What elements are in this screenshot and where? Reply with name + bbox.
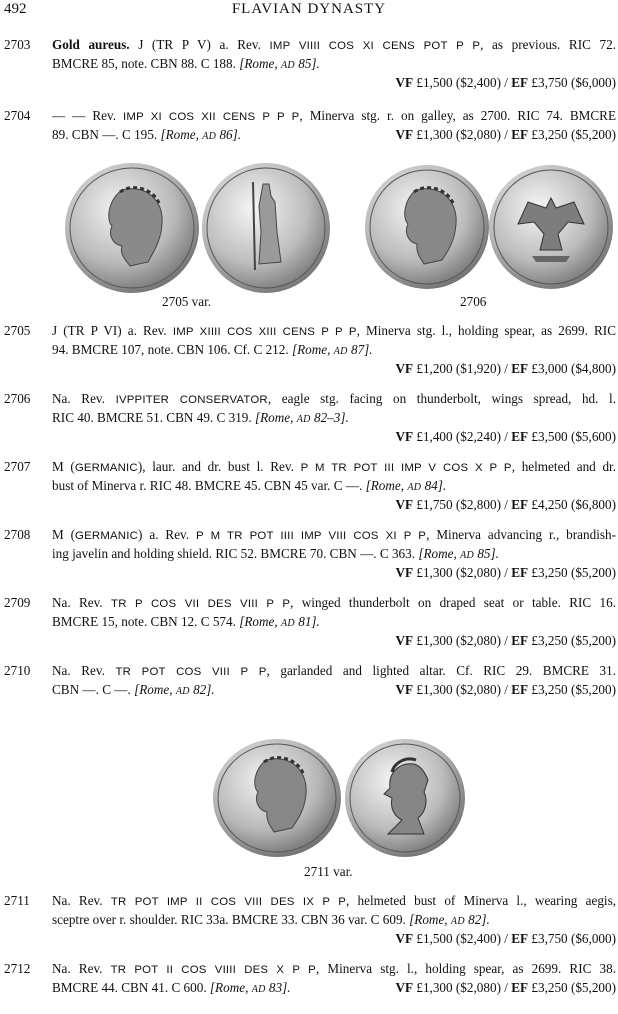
entry-body [52,390,616,445]
entry-text: , eagle stg. facing on thunderbolt, wings spread, hd. l. [267,391,617,406]
entry-line [52,892,616,911]
entry-line [52,526,616,545]
denomination: Gold aureus. [52,37,130,52]
entry-text: ) a. Rev. [138,527,196,542]
catalog-entry-2705 [4,322,616,374]
page-number: 492 [4,1,27,17]
entry-body [52,36,616,91]
catalog-entry-2709 [4,594,616,646]
entry-line [52,477,616,496]
entry-text: M ( [52,527,76,542]
entry-line [52,107,616,126]
catalog-entry-2707 [4,458,616,510]
entry-text: , garlanded and lighted altar. Cf. RIC 29. BMCRE 31. [266,663,617,678]
plate-caption-2711: 2711 var. [304,864,353,879]
obverse-legend: GERMANIC [74,462,138,474]
entry-body [52,458,616,513]
mint-date: [Rome, AD 86]. [160,127,242,142]
entry-number: 2709 [4,595,31,610]
entry-line [52,960,616,979]
entry-number: 2712 [4,961,31,976]
entry-text: CBN —. C —. [Rome, AD 82]. [52,682,215,697]
catalog-entry-2710 [4,662,616,698]
entry-number: 2710 [4,663,31,678]
entry-text: , Minerva stg. r. on galley, as 2700. RIC 74. BMCRE [299,108,617,123]
mint-date: [Rome, AD 85]. [418,546,499,561]
reverse-legend: P M TR POT IIII IMP VIII COS XI P P [196,530,427,542]
price-line: VF £1,200 ($1,920) / EF £3,000 ($4,800) [395,361,616,376]
price-line: VF £1,300 ($2,080) / EF £3,250 ($5,200) [395,980,616,995]
price-line: VF £1,400 ($2,240) / EF £3,500 ($5,600) [395,429,616,444]
mint-date: [Rome, AD 82]. [134,682,215,697]
entry-text: RIC 40. BMCRE 51. CBN 49. C 319. [52,410,255,425]
entry-line [52,911,616,930]
price-line [52,74,616,91]
reverse-legend: P M TR POT III IMP V COS X P P [300,462,512,474]
catalog-entry-2703 [4,36,616,88]
entry-text: , helmeted and dr. [511,459,616,474]
entry-text: M ( [52,459,75,474]
coin-2711-obverse [212,738,342,858]
reverse-legend: TR POT II COS VIIII DES X P P [110,964,316,976]
price-line: VF £1,500 ($2,400) / EF £3,750 ($6,000) [395,931,616,946]
coin-2706-reverse [488,164,614,290]
mint-date: [Rome, AD 87]. [291,342,373,357]
entry-line [52,409,616,428]
mint-date: [Rome, AD 82]. [409,912,490,927]
reverse-legend: IVPPITER CONSERVATOR [115,394,268,406]
entry-text: Na. Rev. [52,391,116,406]
price-line: VF £1,300 ($2,080) / EF £3,250 ($5,200) [395,127,616,142]
catalog-entry-2708 [4,526,616,578]
price-line: VF £1,300 ($2,080) / EF £3,250 ($5,200) [395,565,616,580]
entry-line [52,458,616,477]
entry-line [52,36,616,55]
entry-line [52,341,616,360]
catalog-entry-2706 [4,390,616,442]
page-header [0,0,618,22]
entry-text: , Minerva stg. l., holding spear, as 2699. RIC 38. [315,961,616,976]
coin-2706-obverse [364,164,490,290]
entry-text: , Minerva stg. l., holding spear, as 2699. RIC [356,323,616,338]
entry-text: bust of Minerva r. RIC 48. BMCRE 45. CBN 45 var. C —. [52,478,366,493]
entry-line [52,55,616,74]
coin-2711-reverse [344,738,466,858]
grade-ef: EF [511,75,529,90]
entry-number: 2703 [4,37,31,52]
plate-caption-2706: 2706 [460,294,487,309]
entry-text: Na. Rev. [52,595,112,610]
entry-line [52,613,616,632]
mint-date: [Rome, AD 83]. [209,980,291,995]
entry-body [52,892,616,947]
entry-text: BMCRE 85, note. CBN 88. C 188. [52,56,240,71]
entry-line [52,681,616,700]
entry-text: sceptre over r. shoulder. RIC 33a. BMCRE 33. CBN 36 var. C 609. [52,912,410,927]
obverse-legend: GERMANIC [75,530,139,542]
entry-text: J (TR P V) a. Rev. [129,37,270,52]
entry-text: Na. Rev. [52,663,116,678]
mint-date: [Rome, AD 84]. [365,478,447,493]
price-line: VF £1,300 ($2,080) / EF £3,250 ($5,200) [395,682,616,697]
entry-text: ing javelin and holding shield. RIC 52. BMCRE 70. CBN —. C 363. [52,546,419,561]
reverse-legend: TR POT COS VIII P P [115,666,267,678]
entry-text: , Minerva advancing r., brandish- [426,527,616,542]
coin-2705-obverse [64,162,200,294]
entry-number: 2705 [4,323,31,338]
entry-number: 2708 [4,527,31,542]
mint-date: [Rome, AD 81]. [239,614,320,629]
entry-text: ), laur. and dr. bust l. Rev. [137,459,301,474]
entry-line [52,662,616,681]
entry-text: , winged thunderbolt on draped seat or table. RIC 16. [290,595,617,610]
entry-body [52,526,616,581]
entry-text: BMCRE 44. CBN 41. C 600. [Rome, AD 83]. [52,980,291,995]
mint-date: [Rome, AD 82–3]. [254,410,349,425]
plate-caption-2705: 2705 var. [162,294,212,309]
entry-body [52,960,616,998]
price-line: VF £1,750 ($2,800) / EF £4,250 ($6,800) [395,497,616,512]
price-line: VF £1,300 ($2,080) / EF £3,250 ($5,200) [395,633,616,648]
entry-text: BMCRE 15, note. CBN 12. C 574. [52,614,240,629]
reverse-legend: TR P COS VII DES VIII P P [111,598,291,610]
entry-text: 94. BMCRE 107, note. CBN 106. Cf. C 212. [52,342,292,357]
entry-text: 89. CBN —. C 195. [Rome, AD 86]. [52,127,242,142]
reverse-legend: IMP XI COS XII CENS P P P [123,111,300,123]
price-vf: £1,500 ($2,400) / [413,75,512,90]
entry-text: , helmeted bust of Minerva l., wearing aegis, [346,893,617,908]
entry-text: — — Rev. [52,108,124,123]
entry-body [52,594,616,649]
catalog-entry-2711 [4,892,616,944]
catalog-entry-2704 [4,107,616,143]
entry-line [52,979,616,998]
entry-line [52,126,616,145]
reverse-legend: IMP VIIII COS XI CENS POT P P [269,40,481,52]
entry-number: 2707 [4,459,31,474]
entry-number: 2704 [4,108,31,123]
entry-text: Na. Rev. [52,961,111,976]
entry-text: Na. Rev. [52,893,111,908]
catalog-entry-2712 [4,960,616,996]
running-head: FLAVIAN DYNASTY [231,1,387,17]
reverse-legend: TR POT IMP II COS VIII DES IX P P [110,896,347,908]
entry-number: 2711 [4,893,30,908]
price-ef: £3,750 ($6,000) [528,75,616,90]
entry-text: J (TR P VI) a. Rev. [52,323,173,338]
entry-line [52,390,616,409]
entry-body [52,662,616,700]
grade-vf: VF [395,75,414,90]
entry-line [52,594,616,613]
entry-text: , as previous. RIC 72. [480,37,617,52]
coin-2705-reverse [201,162,331,294]
entry-line [52,322,616,341]
entry-number: 2706 [4,391,31,406]
entry-line [52,545,616,564]
entry-body [52,107,616,145]
reverse-legend: IMP XIIII COS XIII CENS P P P [172,326,357,338]
mint-date: [Rome, AD 85]. [239,56,320,71]
entry-body [52,322,616,377]
